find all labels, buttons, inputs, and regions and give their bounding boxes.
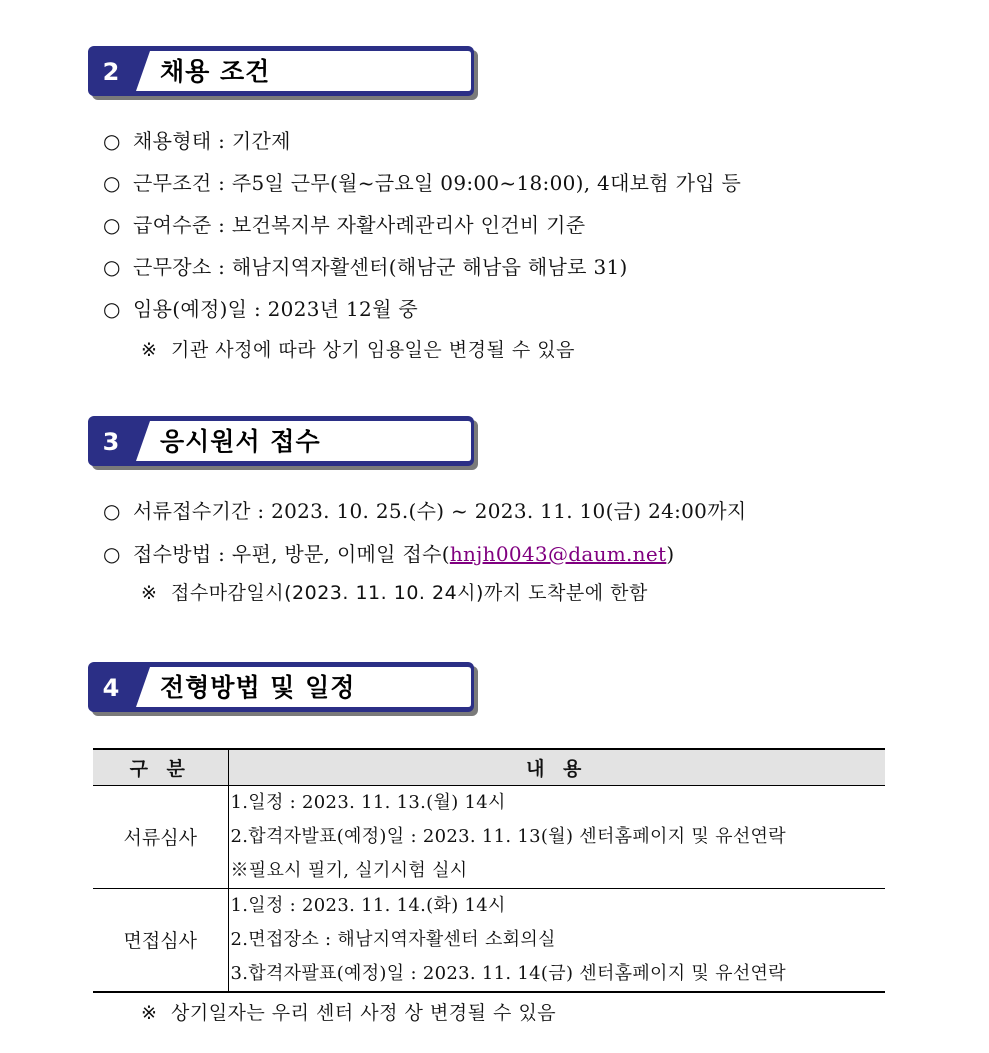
circle-bullet-icon: ○ [103,129,121,153]
condition-location: ○ 근무장소 : 해남지역자활센터(해남군 해남읍 해남로 31) [103,255,628,279]
conditions-note: ※ 기관 사정에 따라 상기 임용일은 변경될 수 있음 [141,339,576,361]
application-period: ○ 서류접수기간 : 2023. 10. 25.(수) ~ 2023. 11. 10(금) 24:00까지 [103,499,747,523]
column-header-category: 구 분 [93,749,228,785]
condition-salary: ○ 급여수준 : 보건복지부 자활사례관리사 인건비 기준 [103,213,586,237]
section-number: 2 [102,58,120,86]
section-banner-shape [88,46,480,102]
row-item: 3.합격자팔표(예정)일 : 2023. 11. 14(금) 센터홈페이지 및 유선연락 [230,962,786,984]
condition-start-date: ○ 임용(예정)일 : 2023년 12월 중 [103,297,418,321]
row-item: 2.면접장소 : 해남지역자활센터 소회의실 [230,928,556,950]
section-header-4 [88,662,480,718]
row-category: 면접심사 [93,888,228,992]
reference-mark-icon: ※ [141,339,158,361]
condition-work-terms: ○ 근무조건 : 주5일 근무(월~금요일 09:00~18:00), 4대보험 가입 등 [103,171,742,195]
row-category: 서류심사 [93,785,228,888]
table-row [93,785,885,888]
circle-bullet-icon: ○ [103,542,121,566]
row-item: 2.합격자발표(예정)일 : 2023. 11. 13(월) 센터홈페이지 및 유선연락 [230,825,786,847]
row-content [228,785,885,888]
circle-bullet-icon: ○ [103,255,121,279]
condition-employment-type: ○ 채용형태 : 기간제 [103,129,291,153]
application-method: ○ 접수방법 : 우편, 방문, 이메일 접수(hnjh0043@daum.net) [103,542,675,566]
section-header-3 [88,416,480,472]
section-title: 응시원서 접수 [160,427,321,456]
circle-bullet-icon: ○ [103,499,121,523]
column-header-content: 내 용 [228,749,885,785]
circle-bullet-icon: ○ [103,171,121,195]
table-row [93,888,885,992]
section-title: 채용 조건 [160,57,271,86]
reference-mark-icon: ※ [141,1002,158,1024]
row-item: 1.일정 : 2023. 11. 14.(화) 14시 [230,894,506,916]
section-number: 4 [102,674,120,702]
section-header-2 [88,46,480,102]
row-item: 1.일정 : 2023. 11. 13.(월) 14시 [230,791,506,813]
table-header-row [93,749,885,785]
email-link[interactable]: hnjh0043@daum.net [449,542,667,566]
row-item: ※필요시 필기, 실기시험 실시 [230,859,468,881]
section-title: 전형방법 및 일정 [160,673,356,702]
circle-bullet-icon: ○ [103,213,121,237]
schedule-table [93,748,885,993]
reference-mark-icon: ※ [141,582,158,604]
section-number: 3 [102,428,120,456]
schedule-note: ※ 상기일자는 우리 센터 사정 상 변경될 수 있음 [141,1002,557,1024]
circle-bullet-icon: ○ [103,297,121,321]
row-content [228,888,885,992]
application-note: ※ 접수마감일시(2023. 11. 10. 24시)까지 도착분에 한함 [141,582,648,604]
